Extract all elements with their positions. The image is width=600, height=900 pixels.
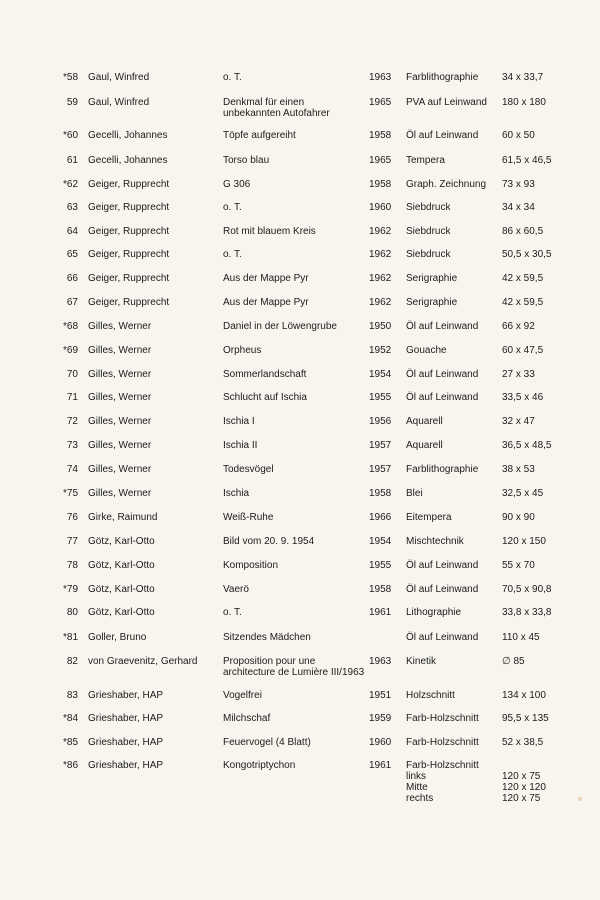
entry-technique: PVA auf Leinwand (406, 97, 487, 108)
entry-artist: Gilles, Werner (88, 488, 152, 499)
entry-title: Schlucht auf Ischia (223, 392, 307, 403)
entry-artist: Grieshaber, HAP (88, 690, 164, 701)
entry-artist: Gaul, Winfred (88, 97, 150, 108)
entry-size: 70,5 x 90,8 (502, 584, 552, 595)
entry-title-line-1: Denkmal für einen (223, 97, 305, 108)
entry-part-size: 120 x 120 (502, 782, 546, 793)
entry-size: 52 x 38,5 (502, 737, 544, 748)
paper-spot (578, 797, 582, 801)
entry-technique: Aquarell (406, 440, 443, 451)
entry-size: 32,5 x 45 (502, 488, 544, 499)
entry-year: 1956 (369, 416, 392, 427)
entry-artist: Gilles, Werner (88, 345, 152, 356)
entry-technique-name: Farb-Holzschnitt (406, 760, 479, 771)
entry-technique: Graph. Zeichnung (406, 179, 487, 190)
entry-artist: Goller, Bruno (88, 632, 147, 643)
entry-technique (406, 760, 479, 804)
entry-number: 64 (66, 226, 78, 237)
entry-year: 1951 (369, 690, 392, 701)
entry-title: Feuervogel (4 Blatt) (223, 737, 311, 748)
entry-title: Milchschaf (223, 713, 271, 724)
entry-title: o. T. (223, 607, 242, 618)
entry-year: 1955 (369, 392, 392, 403)
entry-title (223, 97, 330, 119)
entry-technique: Farblithographie (406, 72, 479, 83)
entry-artist: von Graevenitz, Gerhard (88, 656, 198, 667)
entry-technique: Öl auf Leinwand (406, 369, 479, 380)
entry-title: Vogelfrei (223, 690, 262, 701)
entry-title: o. T. (223, 249, 242, 260)
entry-artist: Geiger, Rupprecht (88, 202, 170, 213)
entry-size: 134 x 100 (502, 690, 546, 701)
entry-technique: Serigraphie (406, 297, 458, 308)
entry-size: 42 x 59,5 (502, 273, 544, 284)
entry-number: 71 (66, 392, 78, 403)
entry-size: ∅ 85 (502, 656, 525, 667)
entry-technique: Öl auf Leinwand (406, 392, 479, 403)
entry-artist: Geiger, Rupprecht (88, 249, 170, 260)
entry-number: 66 (66, 273, 78, 284)
entry-title: Ischia II (223, 440, 258, 451)
entry-size: 32 x 47 (502, 416, 535, 427)
entry-year: 1962 (369, 297, 392, 308)
entry-artist: Götz, Karl-Otto (88, 536, 155, 547)
entry-size-main (502, 760, 546, 771)
entry-year: 1961 (369, 607, 392, 618)
entry-number: *81 (62, 632, 78, 643)
entry-year: 1957 (369, 464, 392, 475)
entry-size: 42 x 59,5 (502, 297, 544, 308)
entry-technique: Farblithographie (406, 464, 479, 475)
entry-technique: Eitempera (406, 512, 452, 523)
entry-technique: Kinetik (406, 656, 437, 667)
entry-size: 180 x 180 (502, 97, 546, 108)
entry-year: 1965 (369, 155, 392, 166)
entry-title: Töpfe aufgereiht (223, 130, 296, 141)
entry-technique: Siebdruck (406, 226, 451, 237)
entry-artist: Geiger, Rupprecht (88, 179, 170, 190)
entry-technique: Öl auf Leinwand (406, 584, 479, 595)
entry-technique: Öl auf Leinwand (406, 130, 479, 141)
entry-year: 1963 (369, 656, 392, 667)
entry-artist: Gecelli, Johannes (88, 155, 168, 166)
entry-size: 73 x 93 (502, 179, 535, 190)
entry-year: 1961 (369, 760, 392, 771)
entry-number: *84 (62, 713, 78, 724)
entry-title: o. T. (223, 72, 242, 83)
entry-year: 1950 (369, 321, 392, 332)
entry-artist: Götz, Karl-Otto (88, 607, 155, 618)
entry-title: Orpheus (223, 345, 262, 356)
entry-size: 110 x 45 (502, 632, 540, 643)
entry-artist: Gilles, Werner (88, 464, 152, 475)
entry-year: 1958 (369, 488, 392, 499)
entry-title: Daniel in der Löwengrube (223, 321, 337, 332)
entry-artist: Götz, Karl-Otto (88, 584, 155, 595)
entry-size: 33,8 x 33,8 (502, 607, 552, 618)
entry-size: 86 x 60,5 (502, 226, 544, 237)
entry-part-size: 120 x 75 (502, 793, 541, 804)
entry-size: 34 x 33,7 (502, 72, 544, 83)
entry-number: *69 (62, 345, 78, 356)
entry-size: 61,5 x 46,5 (502, 155, 552, 166)
entry-size: 33,5 x 46 (502, 392, 544, 403)
entry-number: 77 (66, 536, 78, 547)
entry-year: 1959 (369, 713, 392, 724)
entry-title: Weiß-Ruhe (223, 512, 274, 523)
entry-year: 1957 (369, 440, 392, 451)
entry-title: Komposition (223, 560, 279, 571)
entry-number: *68 (62, 321, 78, 332)
entry-part-size: 120 x 75 (502, 771, 541, 782)
entry-artist: Geiger, Rupprecht (88, 297, 170, 308)
entry-year: 1962 (369, 249, 392, 260)
entry-number: 73 (66, 440, 78, 451)
entry-artist: Grieshaber, HAP (88, 713, 164, 724)
entry-technique: Tempera (406, 155, 445, 166)
entry-title-line-2: unbekannten Autofahrer (223, 108, 330, 119)
entry-artist: Gilles, Werner (88, 416, 152, 427)
entry-artist: Geiger, Rupprecht (88, 226, 170, 237)
entry-year: 1962 (369, 273, 392, 284)
entry-number: *79 (62, 584, 78, 595)
entry-number: 82 (66, 656, 78, 667)
entry-year: 1954 (369, 536, 392, 547)
entry-number: 83 (66, 690, 78, 701)
entry-technique: Öl auf Leinwand (406, 560, 479, 571)
entry-year: 1960 (369, 202, 392, 213)
entry-size: 90 x 90 (502, 512, 535, 523)
entry-number: 72 (66, 416, 78, 427)
entry-year: 1966 (369, 512, 392, 523)
entry-number: 61 (66, 155, 78, 166)
entry-number: *58 (62, 72, 78, 83)
entry-number: 70 (66, 369, 78, 380)
entry-title: Ischia (223, 488, 250, 499)
entry-size: 27 x 33 (502, 369, 535, 380)
entry-size: 34 x 34 (502, 202, 535, 213)
entry-artist: Gecelli, Johannes (88, 130, 168, 141)
entry-title: Torso blau (223, 155, 270, 166)
entry-title: Aus der Mappe Pyr (223, 297, 309, 308)
entry-title: Sommerlandschaft (223, 369, 307, 380)
entry-number: 78 (66, 560, 78, 571)
entry-technique: Mischtechnik (406, 536, 464, 547)
entry-size: 120 x 150 (502, 536, 546, 547)
entry-artist: Grieshaber, HAP (88, 760, 164, 771)
entry-title: Aus der Mappe Pyr (223, 273, 309, 284)
entry-title: Bild vom 20. 9. 1954 (223, 536, 315, 547)
entry-number: *62 (62, 179, 78, 190)
entry-title: Sitzendes Mädchen (223, 632, 311, 643)
entry-number: *75 (62, 488, 78, 499)
entry-number: *85 (62, 737, 78, 748)
entry-size: 60 x 47,5 (502, 345, 544, 356)
entry-technique: Holzschnitt (406, 690, 455, 701)
entry-number: 63 (66, 202, 78, 213)
entry-part-label: Mitte (406, 782, 428, 793)
entry-number: 59 (66, 97, 78, 108)
entry-number: 80 (66, 607, 78, 618)
entry-year: 1962 (369, 226, 392, 237)
entry-technique: Öl auf Leinwand (406, 321, 479, 332)
entry-technique: Lithographie (406, 607, 462, 618)
entry-size: 38 x 53 (502, 464, 535, 475)
entry-technique: Blei (406, 488, 423, 499)
entry-number: *60 (62, 130, 78, 141)
entry-year: 1952 (369, 345, 392, 356)
entry-title (223, 656, 364, 678)
entry-year: 1955 (369, 560, 392, 571)
entry-technique: Farb-Holzschnitt (406, 713, 479, 724)
entry-size: 55 x 70 (502, 560, 535, 571)
entry-title: Ischia I (223, 416, 255, 427)
entry-number: 65 (66, 249, 78, 260)
entry-technique: Öl auf Leinwand (406, 632, 479, 643)
entry-technique: Siebdruck (406, 249, 451, 260)
entry-title: Vaerö (223, 584, 249, 595)
entry-artist: Gaul, Winfred (88, 72, 150, 83)
entry-number: *86 (62, 760, 78, 771)
entry-size: 36,5 x 48,5 (502, 440, 552, 451)
entry-part-label: rechts (406, 793, 434, 804)
entry-artist: Geiger, Rupprecht (88, 273, 170, 284)
entry-number: 67 (66, 297, 78, 308)
entry-title-line-2: architecture de Lumière III/1963 (223, 667, 365, 678)
entry-technique: Farb-Holzschnitt (406, 737, 479, 748)
entry-technique: Aquarell (406, 416, 443, 427)
entry-artist: Girke, Raimund (88, 512, 158, 523)
entry-year: 1963 (369, 72, 392, 83)
entry-title: G 306 (223, 179, 251, 190)
entry-size: 50,5 x 30,5 (502, 249, 552, 260)
entry-year: 1958 (369, 584, 392, 595)
entry-artist: Grieshaber, HAP (88, 737, 164, 748)
entry-part-label: links (406, 771, 427, 782)
entry-number: 74 (66, 464, 78, 475)
entry-title: Todesvögel (223, 464, 274, 475)
entry-size: 95,5 x 135 (502, 713, 549, 724)
entry-year: 1954 (369, 369, 392, 380)
entry-technique: Serigraphie (406, 273, 458, 284)
entry-technique: Gouache (406, 345, 447, 356)
entry-title: o. T. (223, 202, 242, 213)
entry-title: Kongotriptychon (223, 760, 296, 771)
entry-title: Rot mit blauem Kreis (223, 226, 316, 237)
entry-size: 66 x 92 (502, 321, 535, 332)
entry-artist: Gilles, Werner (88, 321, 152, 332)
entry-size (502, 760, 546, 804)
entry-artist: Gilles, Werner (88, 392, 152, 403)
entry-year: 1960 (369, 737, 392, 748)
entry-technique: Siebdruck (406, 202, 451, 213)
entry-artist: Götz, Karl-Otto (88, 560, 155, 571)
entry-year: 1958 (369, 179, 392, 190)
entry-year: 1958 (369, 130, 392, 141)
entry-size: 60 x 50 (502, 130, 535, 141)
entry-year: 1965 (369, 97, 392, 108)
entry-artist: Gilles, Werner (88, 369, 152, 380)
entry-title-line-1: Proposition pour une (223, 656, 316, 667)
entry-number: 76 (66, 512, 78, 523)
entry-artist: Gilles, Werner (88, 440, 152, 451)
